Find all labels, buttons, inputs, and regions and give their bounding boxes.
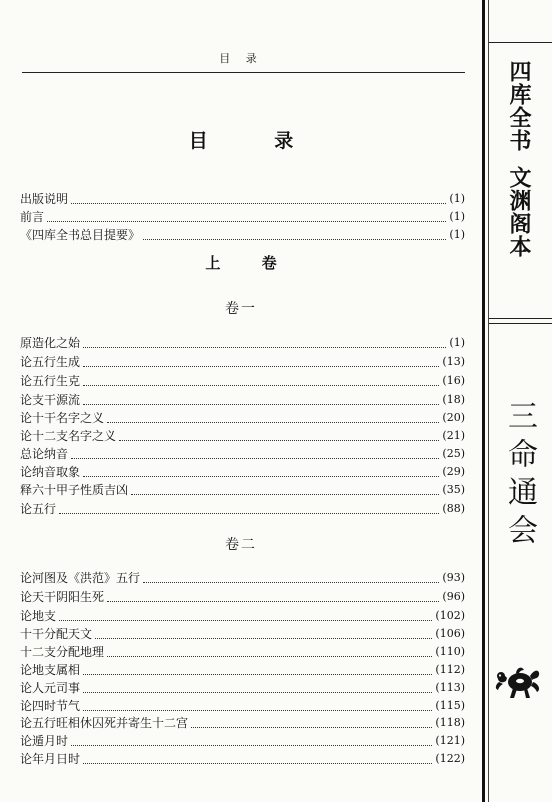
entry-title: 论十二支名字之义 <box>20 429 117 443</box>
entry-title: 论年月日时 <box>20 752 81 766</box>
dot-leader <box>107 422 439 423</box>
entry-page: (1) <box>449 336 465 349</box>
dot-leader <box>83 710 432 711</box>
entry-title: 出版说明 <box>20 192 69 206</box>
entry-page: (93) <box>442 571 465 584</box>
entry-title: 论地支 <box>20 609 57 623</box>
entry-title: 论五行生成 <box>20 355 81 369</box>
entry-page: (96) <box>442 590 465 603</box>
volume-title: 上 卷 <box>205 254 295 272</box>
dot-leader <box>59 513 439 514</box>
toc-entry[interactable] <box>20 697 465 715</box>
entry-title: 论遁月时 <box>20 734 69 748</box>
entry-page: (115) <box>435 699 465 712</box>
toc-entry[interactable] <box>20 732 465 750</box>
toc-entry[interactable] <box>20 625 465 643</box>
entry-title: 《四库全书总目提要》 <box>20 228 141 242</box>
entry-page: (21) <box>442 429 465 442</box>
entry-page: (118) <box>435 716 465 729</box>
entry-page: (35) <box>442 483 465 496</box>
entry-title: 原造化之始 <box>20 336 81 350</box>
spine-rule-middle-2 <box>489 323 552 324</box>
toc-entry[interactable] <box>20 372 465 390</box>
entry-page: (102) <box>435 609 465 622</box>
dot-leader <box>83 366 439 367</box>
entry-page: (1) <box>449 210 465 223</box>
dot-leader <box>95 638 432 639</box>
entry-title: 释六十甲子性质吉凶 <box>20 483 129 497</box>
dot-leader <box>83 692 432 693</box>
spine-series-part1: 四库全书 <box>506 60 532 152</box>
entry-title: 论天干阴阳生死 <box>20 590 105 604</box>
toc-entry[interactable] <box>20 679 465 697</box>
entry-page: (113) <box>435 681 465 694</box>
toc-entry[interactable] <box>20 714 465 732</box>
toc-entry[interactable] <box>20 569 465 587</box>
entry-page: (25) <box>442 447 465 460</box>
toc-entry[interactable] <box>20 481 465 499</box>
entry-page: (122) <box>435 752 465 765</box>
toc-entry[interactable] <box>20 500 465 518</box>
running-head: 目 录 <box>219 52 263 65</box>
entry-page: (88) <box>442 502 465 515</box>
toc-entry[interactable] <box>20 334 465 352</box>
entry-title: 论五行生克 <box>20 374 81 388</box>
toc-entry[interactable] <box>20 391 465 409</box>
dot-leader <box>191 727 432 728</box>
dot-leader <box>83 476 439 477</box>
dot-leader <box>71 203 446 204</box>
dot-leader <box>131 494 439 495</box>
dot-leader <box>47 221 446 222</box>
toc-entry[interactable] <box>20 208 465 226</box>
toc-entry[interactable] <box>20 607 465 625</box>
toc-entry[interactable] <box>20 427 465 445</box>
entry-page: (112) <box>435 663 465 676</box>
entry-title: 论四时节气 <box>20 699 81 713</box>
toc-entry[interactable] <box>20 588 465 606</box>
dot-leader <box>83 404 439 405</box>
dot-leader <box>143 582 439 583</box>
entry-title: 论五行旺相休囚死并寄生十二宫 <box>20 716 189 730</box>
spine-book-title: 三命通会 <box>502 400 537 552</box>
header-rule <box>22 72 465 73</box>
dot-leader <box>71 458 439 459</box>
entry-title: 论五行 <box>20 502 57 516</box>
dot-leader <box>107 656 432 657</box>
entry-title: 论支干源流 <box>20 393 81 407</box>
toc-entry[interactable] <box>20 190 465 208</box>
entry-title: 论十干名字之义 <box>20 411 105 425</box>
toc-entry[interactable] <box>20 409 465 427</box>
dot-leader <box>71 745 432 746</box>
entry-title: 论地支属相 <box>20 663 81 677</box>
entry-title: 论人元司事 <box>20 681 81 695</box>
dot-leader <box>83 763 432 764</box>
toc-entry[interactable] <box>20 445 465 463</box>
dot-leader <box>83 385 439 386</box>
dot-leader <box>107 601 439 602</box>
dot-leader <box>83 674 432 675</box>
toc-entry[interactable] <box>20 463 465 481</box>
mythical-beast-emblem-icon <box>493 660 543 704</box>
spine-rule-top <box>489 42 552 43</box>
entry-page: (13) <box>442 355 465 368</box>
entry-page: (1) <box>449 192 465 205</box>
entry-title: 十二支分配地理 <box>20 645 105 659</box>
juan-2-title: 卷二 <box>225 537 257 553</box>
page-title: 目 录 <box>188 130 324 152</box>
entry-page: (106) <box>435 627 465 640</box>
entry-page: (18) <box>442 393 465 406</box>
entry-page: (29) <box>442 465 465 478</box>
dot-leader <box>143 239 446 240</box>
juan-1-title: 卷一 <box>225 301 257 317</box>
toc-entry[interactable] <box>20 661 465 679</box>
dot-leader <box>119 440 439 441</box>
spine-series-part2: 文渊阁本 <box>506 166 532 258</box>
entry-title: 论纳音取象 <box>20 465 81 479</box>
entry-page: (110) <box>435 645 465 658</box>
entry-page: (121) <box>435 734 465 747</box>
toc-entry[interactable] <box>20 226 465 244</box>
entry-title: 前言 <box>20 210 45 224</box>
entry-page: (16) <box>442 374 465 387</box>
spine-border-thick <box>482 0 485 802</box>
toc-entry[interactable] <box>20 353 465 371</box>
entry-page: (1) <box>449 228 465 241</box>
entry-title: 总论纳音 <box>20 447 69 461</box>
entry-page: (20) <box>442 411 465 424</box>
entry-title: 论河图及《洪范》五行 <box>20 571 141 585</box>
spine-series-title <box>499 60 539 320</box>
entry-title: 十干分配天文 <box>20 627 93 641</box>
toc-entry[interactable] <box>20 750 465 768</box>
spine-rule-middle-1 <box>489 318 552 319</box>
dot-leader <box>59 620 432 621</box>
toc-entry[interactable] <box>20 643 465 661</box>
dot-leader <box>83 347 446 348</box>
